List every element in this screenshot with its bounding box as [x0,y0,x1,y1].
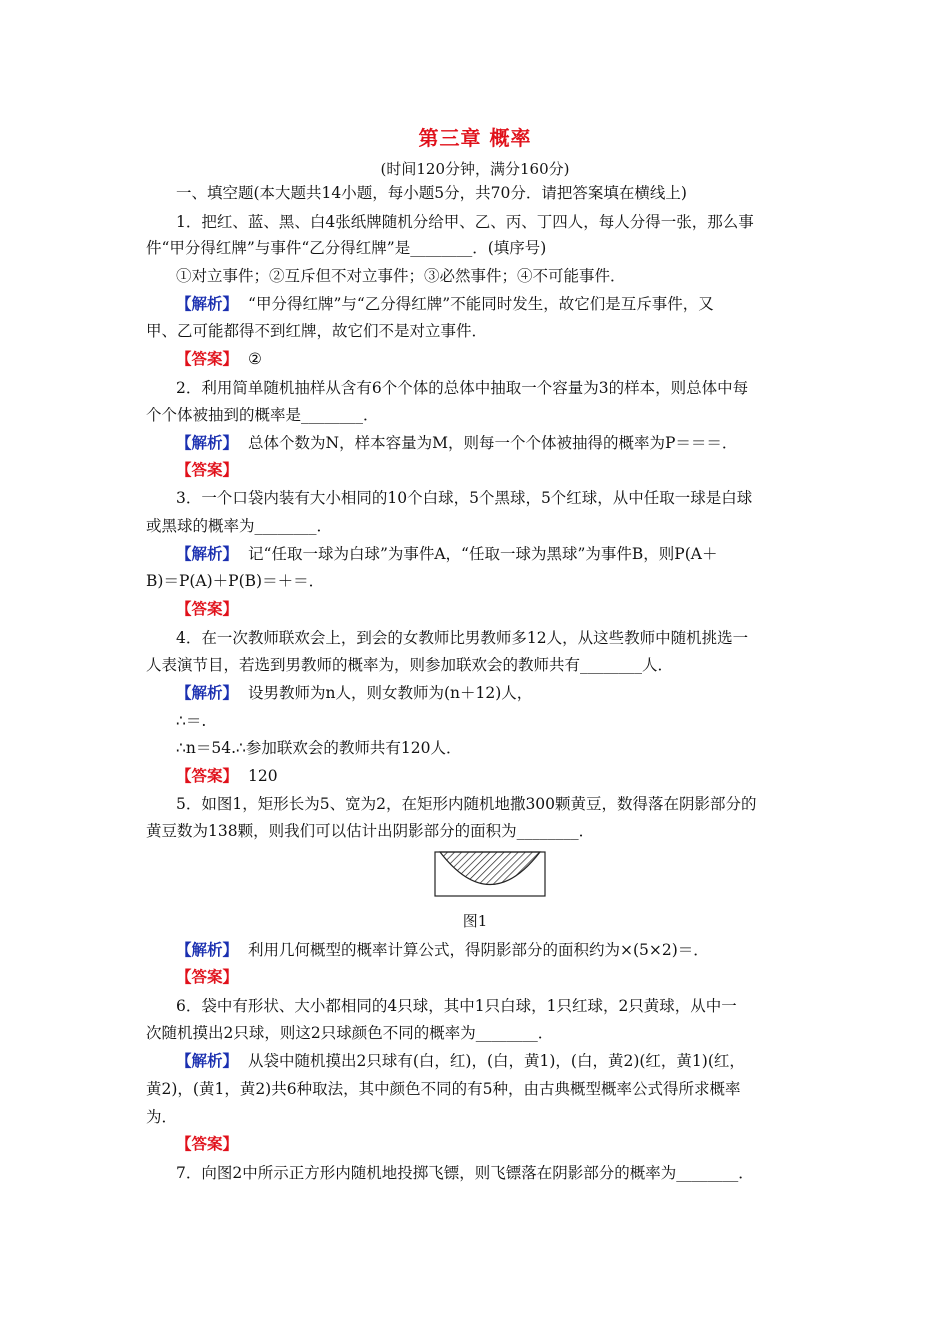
q5-text-line1: 5．如图1，矩形长为5、宽为2，在矩形内随机地撒300颗黄豆，数得落在阴影部分的 [176,795,757,813]
q3-answer-line [176,599,806,619]
q6-analysis-line1 [176,1051,806,1071]
q1-analysis-line2: 甲、乙可能都得不到红牌，故它们不是对立事件． [146,322,488,340]
time-score-note: (时间120分钟，满分160分) [380,160,570,178]
q5-answer-line [176,967,806,987]
analysis-label: 【解析】 [176,433,239,452]
q3-text-line2: 或黑球的概率为________． [146,517,333,535]
q1-answer: ② [248,350,262,368]
answer-label: 【答案】 [176,1134,239,1153]
q4-analysis-line1 [176,683,806,703]
analysis-label: 【解析】 [176,1051,239,1070]
q3-analysis-text: 记“任取一球为白球”为事件A，“任取一球为黑球”为事件B，则P(A＋ [248,545,718,563]
q4-text-line2: 人表演节目，若选到男教师的概率为，则参加联欢会的教师共有________人． [146,656,674,674]
q5-analysis-line [176,940,806,960]
q1-text-line2: 件“甲分得红牌”与事件“乙分得红牌”是________．(填序号) [146,239,547,257]
analysis-label: 【解析】 [176,294,239,313]
answer-label: 【答案】 [176,766,239,785]
q2-answer-line [176,460,806,480]
q4-answer-line [176,766,806,786]
q4-analysis-line3: ∴n＝54.∴参加联欢会的教师共有120人． [176,739,462,757]
q3-analysis-line1 [176,544,806,564]
q6-analysis-line3: 为． [146,1108,178,1126]
answer-label: 【答案】 [176,349,239,368]
q6-answer-line [176,1134,806,1154]
q3-analysis-line2: B)＝P(A)＋P(B)＝＋＝． [146,572,325,590]
answer-label: 【答案】 [176,599,239,618]
analysis-label: 【解析】 [176,940,239,959]
chapter-title: 第三章 概率 [418,126,532,150]
analysis-label: 【解析】 [176,683,239,702]
q1-analysis-line1 [176,294,806,314]
figure-1-caption: 图1 [462,912,488,930]
q3-text-line1: 3．一个口袋内装有大小相同的10个白球，5个黑球，5个红球，从中任取一球是白球 [176,489,753,507]
q2-analysis-text: 总体个数为N，样本容量为M，则每一个个体被抽得的概率为P＝＝＝． [248,434,738,452]
figure-1-rectangle-shaded [434,851,546,897]
q1-analysis-text: “甲分得红牌”与“乙分得红牌”不能同时发生，故它们是互斥事件，又 [248,295,714,313]
q6-analysis-text: 从袋中随机摸出2只球有(白，红)，(白，黄1)，(白，黄2)(红，黄1)(红， [248,1052,745,1070]
q6-text-line2: 次随机摸出2只球，则这2只球颜色不同的概率为________． [146,1024,554,1042]
q5-analysis-text: 利用几何概型的概率计算公式，得阴影部分的面积约为×(5×2)＝． [248,941,709,959]
q4-analysis-line2: ∴＝. [176,712,207,730]
answer-label: 【答案】 [176,460,239,479]
analysis-label: 【解析】 [176,544,239,563]
answer-label: 【答案】 [176,967,239,986]
q1-text-line1: 1．把红、蓝、黑、白4张纸牌随机分给甲、乙、丙、丁四人，每人分得一张，那么事 [176,213,754,231]
section-heading: 一、填空题(本大题共14小题，每小题5分，共70分．请把答案填在横线上) [176,184,687,202]
q1-answer-line [176,349,806,369]
q5-text-line2: 黄豆数为138颗，则我们可以估计出阴影部分的面积为________． [146,822,595,840]
q4-text-line1: 4．在一次教师联欢会上，到会的女教师比男教师多12人，从这些教师中随机挑选一 [176,629,749,647]
q6-analysis-line2: 黄2)，(黄1，黄2)共6种取法，其中颜色不同的有5种，由古典概型概率公式得所求概率 [146,1080,741,1098]
q2-text-line1: 2．利用简单随机抽样从含有6个个体的总体中抽取一个容量为3的样本，则总体中每 [176,379,749,397]
q2-text-line2: 个个体被抽到的概率是________． [146,406,379,424]
q4-analysis-text: 设男教师为n人，则女教师为(n＋12)人， [248,684,533,702]
q2-analysis-line [176,433,806,453]
q6-text-line1: 6．袋中有形状、大小都相同的4只球，其中1只白球，1只红球，2只黄球，从中一 [176,997,737,1015]
q4-answer: 120 [248,767,278,785]
q1-options: ①对立事件；②互斥但不对立事件；③必然事件；④不可能事件． [176,267,626,285]
q7-text-line1: 7．向图2中所示正方形内随机地投掷飞镖，则飞镖落在阴影部分的概率为________． [176,1164,754,1182]
